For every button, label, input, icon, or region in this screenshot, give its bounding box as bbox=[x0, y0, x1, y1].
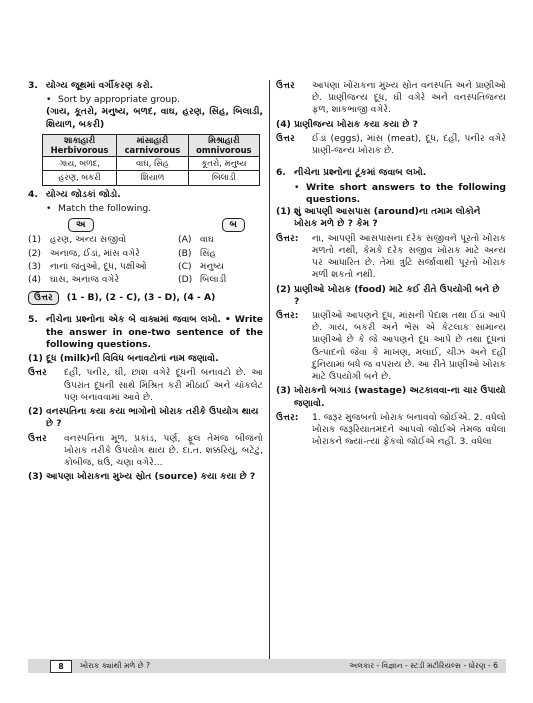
table-cell: વાઘ, સિંહ bbox=[117, 157, 189, 171]
table-cell: હરણ, બકરી bbox=[43, 171, 117, 185]
answer-block: ઉત્તર: ના, આપણી આસપાસના દરેક સજીવને પૂરતો ખોરાક મળતો નથી, કેમકે દરેક સજીવ ખોરાક માટે અન્ય પર આધારિત છે. તેમાં ત્રુટિ સર્જાવાથી પૂરતો ખોરાક મળી શકતો નથી. bbox=[276, 232, 506, 281]
header-herbivorous: શાકાહારી Herbivorous bbox=[43, 134, 117, 156]
table-header-row bbox=[43, 134, 260, 156]
header-omnivorous: મિશ્રાહારી omnivorous bbox=[188, 134, 259, 156]
column-divider bbox=[269, 80, 270, 662]
chapter-title: ખોરાક ક્યાંથી મળે છે ? bbox=[80, 661, 151, 670]
right-column bbox=[276, 80, 506, 451]
sub-question: (3) આપણા ખોરાકના મુખ્ય સ્રોત (source) કયા કયા છે ? bbox=[28, 471, 256, 483]
match-row: (3) નાનાં જંતુઓ, દૂધ, પક્ષીઓ (C) મનુષ્ય bbox=[28, 260, 224, 272]
answer-block: ઉત્તર ઈંડાં (eggs), માંસ (meat), દૂધ, દહીં, પનીર વગેરે પ્રાણી-જન્ય ખોરાક છે. bbox=[276, 132, 506, 157]
table-cell: બિલાડી bbox=[188, 171, 259, 185]
table-row bbox=[43, 171, 260, 185]
match-list bbox=[28, 234, 263, 286]
question-title: યોગ્ય જૂથમાં વર્ગીકરણ કરો. bbox=[46, 80, 154, 91]
english-instruction: Write short answers to the following questions. bbox=[306, 181, 506, 205]
english-instruction: Match the following. bbox=[58, 202, 152, 214]
question-3-heading bbox=[28, 80, 263, 92]
match-column-heads bbox=[28, 218, 263, 232]
page-body bbox=[28, 80, 506, 660]
answer-block: ઉત્તર: પ્રાણીઓ આપણને દૂધ, માંસની પેદાશ તથા ઈંડાં આપે છે. ગાય, બકરી અને ભેંસ એ કેટલાક સામાન્ય પ્રાણીઓ છે કે જે આપણને દૂધ આપે છે તથા દૂધનાં ઉત્પાદનો જેવા કે માખણ, મલાઈ, ચીઝ અને દહીં દુનિયામાં બધે જ વપરાય છે. આ રીતે પ્રાણીઓ ખોરાક માટે ઉપયોગી બને છે. bbox=[276, 309, 506, 383]
question-number: 6. bbox=[276, 167, 286, 179]
question-6-english bbox=[276, 182, 506, 206]
question-3-english bbox=[28, 94, 263, 106]
question-6-heading bbox=[276, 167, 506, 179]
match-row: (4) ઘાસ, અનાજ વગેરે (D) બિલાડી bbox=[28, 274, 227, 285]
answer-text: (1 - B), (2 - C), (3 - D), (4 - A) bbox=[66, 292, 216, 304]
question-title: નીચેના પ્રશ્નોના ટૂંકમાં જવાબ લખો. bbox=[294, 167, 427, 179]
book-title: અલંકાર - વિજ્ઞાન - સ્ટડી મટીરિયલ્સ - ધોરણ - 6 bbox=[349, 661, 498, 670]
sub-question: (1) શું આપણી આસપાસ (around)ના તમામ લોકોને ખોરાક મળે છે ? કેમ ? bbox=[276, 206, 481, 230]
bullet-icon: • bbox=[294, 181, 300, 193]
question-4-english bbox=[28, 203, 263, 215]
table-cell: શિયાળ bbox=[117, 171, 189, 185]
question-title: યોગ્ય જોડકાં જોડો. bbox=[46, 188, 121, 200]
sub-question: (4) પ્રાણીજન્ય ખોરાક કયા કયા છે ? bbox=[276, 118, 418, 130]
english-instruction: Sort by appropriate group. bbox=[58, 94, 181, 106]
answer-block: ઉત્તર દહીં, પનીર, ઘી, છાશ વગેરે દૂધની બનાવટો છે. આ ઉપરાંત દૂધની સાથે મિશ્રિત કરી મીઠાઈ અને ચૉકલેટ પણ બનાવવામાં આવે છે. bbox=[28, 367, 263, 403]
match-row: (1) હરણ, અન્ય સજીવો (A) વાઘ bbox=[28, 234, 214, 246]
page-number: 8 bbox=[50, 660, 72, 673]
column-a-badge: અ bbox=[68, 218, 94, 232]
sub-question: (3) ખોરાકનો બગાડ (wastage) અટકાવવા-ના ચાર ઉપાયો જણાવો. bbox=[276, 385, 506, 409]
column-b-badge: બ bbox=[222, 218, 245, 232]
left-column bbox=[28, 80, 263, 486]
question-4-heading bbox=[28, 189, 263, 201]
page-footer bbox=[28, 659, 506, 673]
item-list: (ગાય, કૂતરો, મનુષ્ય, બળદ, વાઘ, હરણ, સિંહ, બિલાડી, શિયાળ, બકરી) bbox=[46, 106, 263, 130]
answer-badge: ઉત્તર bbox=[28, 291, 59, 305]
question-title: નીચેના પ્રશ્નોના એક બે વાક્યમાં જવાબ લખો. • Write the answer in one-two sentence of the following questions. bbox=[46, 314, 263, 350]
table-cell: કૂતરો, મનુષ્ય bbox=[188, 157, 259, 171]
table-cell: ગાય, બળદ, bbox=[43, 157, 117, 171]
question-5-heading bbox=[28, 314, 263, 351]
sub-question: (1) દૂધ (milk)ની વિવિધ બનાવટોનાં નામ જણાવો. bbox=[28, 353, 219, 365]
answer-block: ઉત્તર આપણા ખોરાકના મુખ્ય સ્રોત વનસ્પતિ અને પ્રાણીઓ છે. પ્રાણીજન્ય દૂધ, ઘી વગેરે અને વનસ્પતિજન્ય ફળ, શાકભાજી વગેરે. bbox=[276, 80, 506, 116]
answer-block: ઉત્તર વનસ્પતિના મૂળ, પ્રકાંડ, પર્ણ, ફૂલ તેમજ બીજનો ખોરાક તરીકે ઉપયોગ થાય છે. દા.ત. શક્કરિયું, બટેટું, કોબીજ, ઘઉં, ચણા વગેરે... bbox=[28, 432, 263, 469]
header-carnivorous: માંસાહારી carnivorous bbox=[117, 134, 189, 156]
bullet-icon: • bbox=[46, 94, 52, 106]
answer-block: ઉત્તર: 1. જરૂર મુજબનો ખોરાક બનાવવો જોઈએ. 2. વધેલો ખોરાક જરૂરિયાતમંદને આપવો જોઈએ તેમજ વધેલા ખોરાકને જ્યાં-ત્યાં ફેંકવો જોઈએ નહીં. 3. વધેલા bbox=[276, 411, 506, 448]
sub-question: (2) પ્રાણીઓ ખોરાક (food) માટે કઈ રીતે ઉપયોગી બને છે ? bbox=[276, 283, 500, 307]
table-row bbox=[43, 157, 260, 171]
question-number: 3. bbox=[28, 80, 38, 91]
match-row: (2) અનાજ, ઈંડાં, માંસ વગેરે (B) સિંહ bbox=[28, 247, 217, 259]
sub-question: (2) વનસ્પતિના કયા કયા ભાગોનો ખોરાક તરીકે ઉપયોગ થાય છે ? bbox=[28, 406, 259, 430]
question-number: 4. bbox=[28, 188, 38, 200]
match-answer bbox=[28, 291, 263, 305]
classification-table bbox=[42, 134, 260, 186]
bullet-icon: • bbox=[46, 202, 52, 214]
question-number: 5. bbox=[28, 314, 38, 326]
